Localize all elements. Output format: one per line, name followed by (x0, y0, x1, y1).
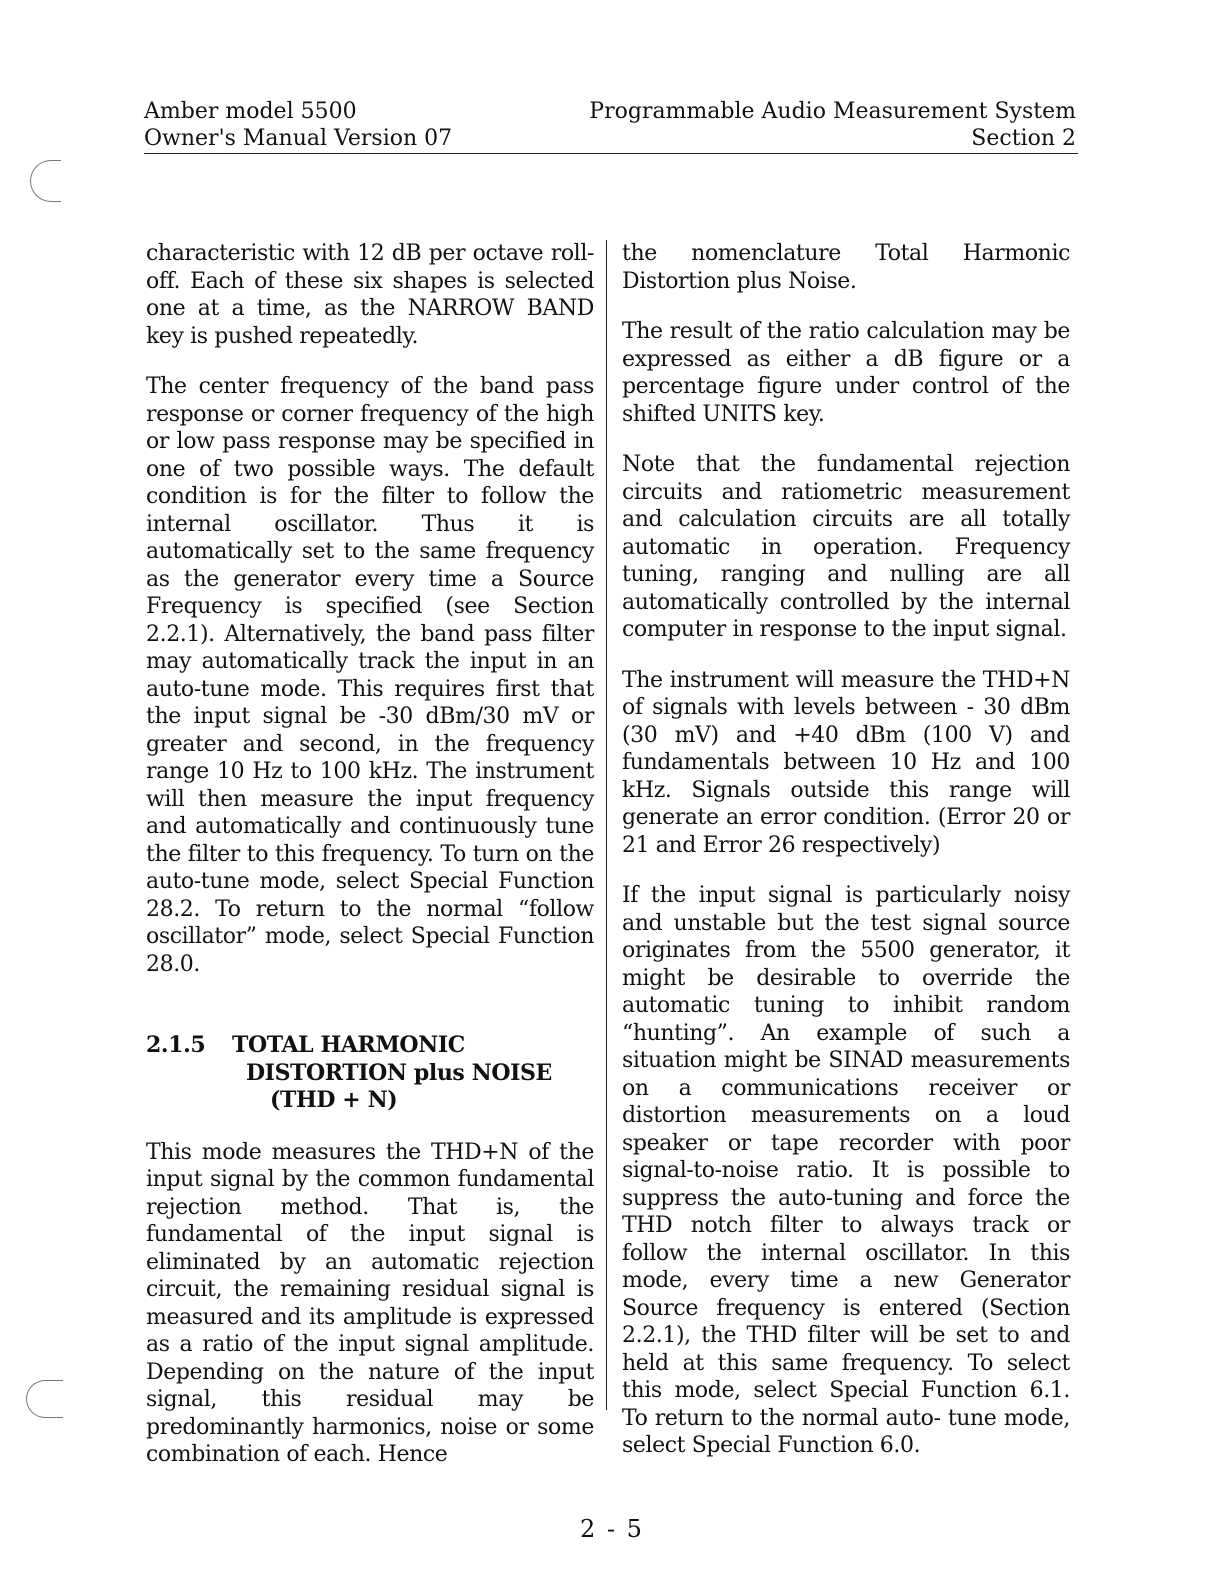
paragraph: the nomenclature Total Harmonic Distortion plus Noise. (622, 241, 1070, 294)
paragraph: The instrument will measure the THD+N of signals with levels between - 30 dBm (30 mV) and +40 dBm (100 V) and fundamentals between 10 Hz and 100 kHz. Signals outside this range will generate an error condition. (Error 20 or 21 and Error 26 respectively) (622, 667, 1070, 858)
section-number: 2.1.5 (146, 1032, 206, 1058)
paragraph: This mode measures the THD+N of the input signal by the common fundamental rejection method. That is, the fundamental of the input signal is eliminated by an automatic rejection circuit, the remaining residual signal is measured and its amplitude is expressed as a ratio of the input signal amplitude. Depending on the nature of the input signal, this residual may be predominantly harmonics, noise or some combination of each. Hence (146, 1139, 594, 1467)
paragraph: If the input signal is particularly noisy and unstable but the test signal source originates from the 5500 generator, it might be desirable to override the automatic tuning to inhibit random “hunting”. An example of such a situation might be SINAD measurements on a communications receiver or distortion measurements on a loud speaker or tape recorder with poor signal-to-noise ratio. It is possible to suppress the auto-tuning and force the THD notch filter to always track or follow the internal oscillator. In this mode, every time a new Generator Source frequency is entered (Section 2.2.1), the THD filter will be set to and held at this same frequency. To select this mode, select Special Function 6.1. To return to the normal auto- tune mode, select Special Function 6.0. (622, 883, 1070, 1458)
section-label: Section 2 (971, 126, 1076, 151)
manual-model: Amber model 5500 (144, 99, 357, 124)
manual-version: Owner's Manual Version 07 (144, 126, 453, 151)
header-left (144, 98, 452, 152)
header-rule (144, 153, 1078, 154)
binder-hole-mark-top (30, 160, 61, 202)
left-column (146, 240, 594, 1492)
section-title-line2: DISTORTION plus NOISE (246, 1059, 552, 1086)
binder-hole-mark-bottom (26, 1380, 63, 1418)
paragraph: Note that the fundamental rejection circuits and ratiometric measurement and calculation circuits are all totally automatic in operation. Frequency tuning, ranging and nulling are all automatically controlled by the internal computer in response to the input signal. (622, 452, 1070, 642)
column-divider (606, 240, 607, 1410)
header-right (589, 98, 1076, 152)
page-number: 2 - 5 (580, 1515, 644, 1543)
section-title-line3: (THD + N) (270, 1087, 398, 1113)
paragraph: characteristic with 12 dB per octave roll-off. Each of these six shapes is selected one at a time, as the NARROW BAND key is pushed repeatedly. (146, 241, 594, 349)
paragraph: The result of the ratio calculation may be expressed as either a dB figure or a percentage figure under control of the shifted UNITS key. (622, 319, 1070, 427)
paragraph: The center frequency of the band pass response or corner frequency of the high or low pass response may be specified in one of two possible ways. The default condition is for the filter to follow the internal oscillator. Thus it is automatically set to the same frequency as the generator every time a Source Frequency is specified (see Section 2.2.1). Alternatively, the band pass filter may automatically track the input in an auto-tune mode. This requires first that the input signal be -30 dBm/30 mV or greater and second, in the frequency range 10 Hz to 100 kHz. The instrument will then measure the input frequency and automatically and continuously tune the filter to this frequency. To turn on the auto-tune mode, select Special Function 28.2. To return to the normal “follow oscillator” mode, select Special Function 28.0. (146, 374, 594, 977)
right-column (622, 240, 1070, 1483)
section-heading (146, 1032, 594, 1115)
section-title-line1: TOTAL HARMONIC (232, 1032, 465, 1058)
system-title: Programmable Audio Measurement System (589, 99, 1076, 124)
